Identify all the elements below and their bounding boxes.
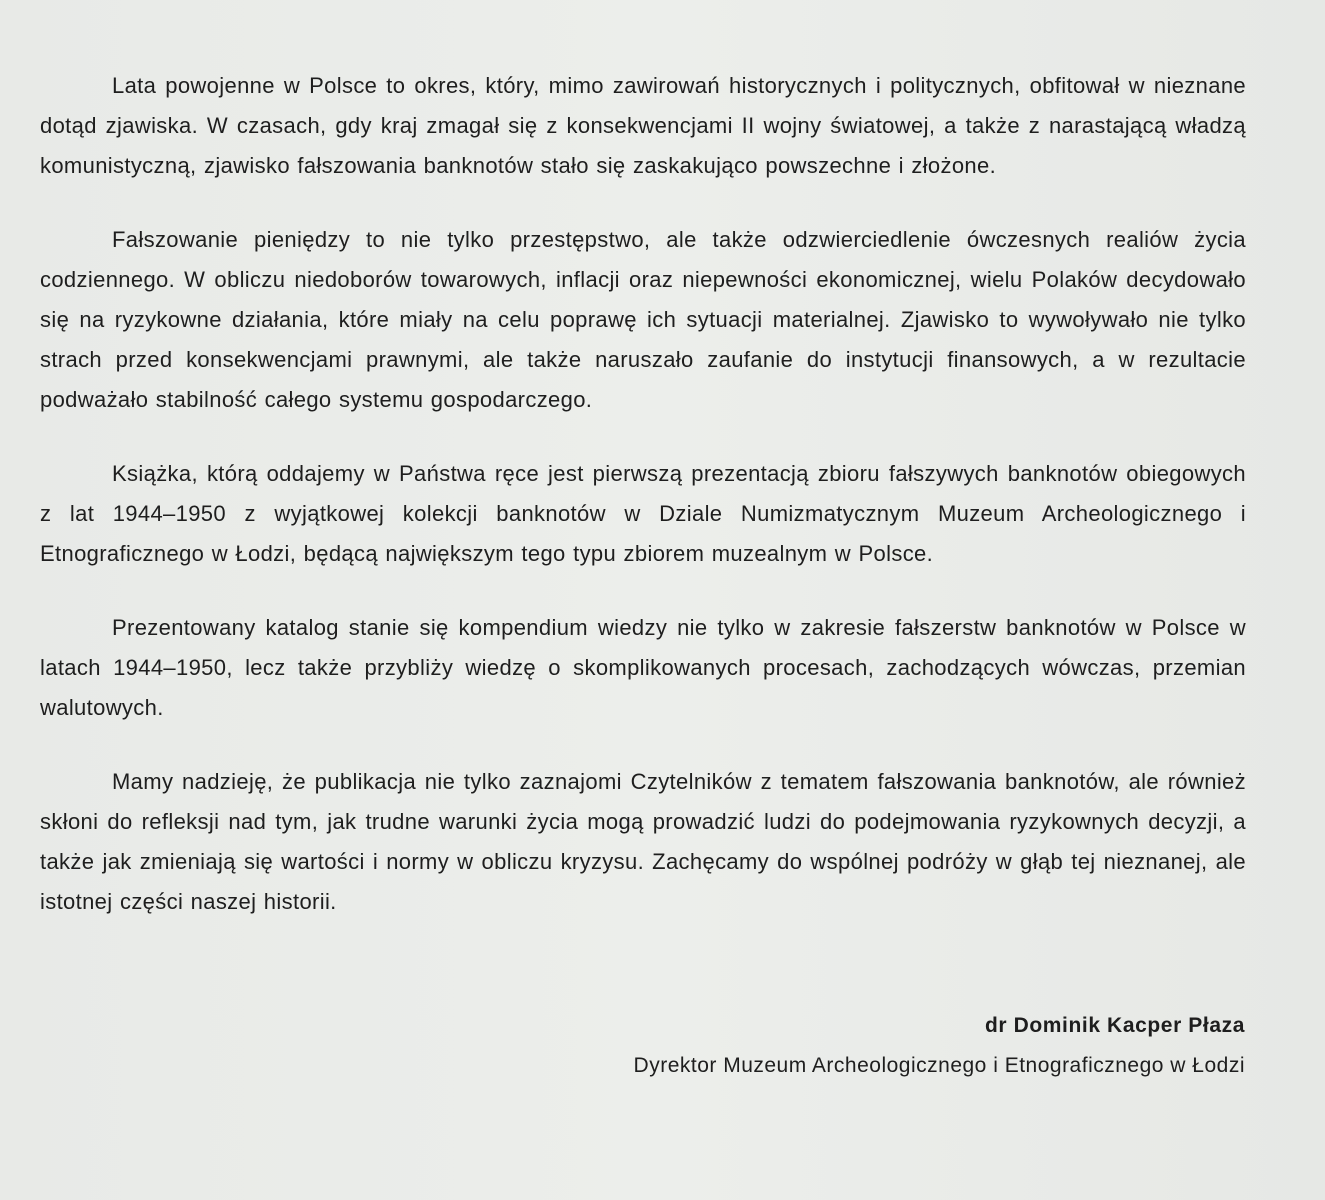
- paragraph-counterfeiting: Fałszowanie pieniędzy to nie tylko przestępstwo, ale także odzwierciedlenie ówczesnych realiów życia codziennego. W obliczu niedoborów towarowych, inflacji oraz niepewności ekonomicznej, wielu Polaków decydowało się na ryzykowne działania, które miały na celu poprawę ich sytuacji materialnej. Zjawisko to wywoływało nie tylko strach przed konsekwencjami prawnymi, ale także naruszało zaufanie do instytucji finansowych, a w rezultacie podważało stabilność całego systemu gospodarczego.: [40, 227, 1246, 412]
- body-text: [40, 66, 1246, 922]
- paragraph-catalog: Prezentowany katalog stanie się kompendium wiedzy nie tylko w zakresie fałszerstw banknotów w Polsce w latach 1944–1950, lecz także przybliży wiedzę o skomplikowanych procesach, zachodzących wówczas, przemian walutowych.: [40, 615, 1246, 720]
- signature-name: dr Dominik Kacper Płaza: [984, 1014, 1245, 1037]
- paragraph-closing: Mamy nadzieję, że publikacja nie tylko zaznajomi Czytelników z tematem fałszowania banknotów, ale również skłoni do refleksji nad tym, jak trudne warunki życia mogą prowadzić ludzi do podejmowania ryzykownych decyzji, a także jak zmieniają się wartości i normy w obliczu kryzysu. Zachęcamy do wspólnej podróży w głąb tej nieznanej, ale istotnej części naszej historii.: [40, 769, 1246, 914]
- signature-block: [634, 1006, 1245, 1086]
- paragraph-book: Książka, którą oddajemy w Państwa ręce jest pierwszą prezentacją zbioru fałszywych banknotów obiegowych z lat 1944–1950 z wyjątkowej kolekcji banknotów w Dziale Numizmatycznym Muzeum Archeologicznego i Etnograficznego w Łodzi, będącą największym tego typu zbiorem muzealnym w Polsce.: [40, 461, 1246, 566]
- paragraph-intro: Lata powojenne w Polsce to okres, który, mimo zawirowań historycznych i politycznych, obfitował w nieznane dotąd zjawiska. W czasach, gdy kraj zmagał się z konsekwencjami II wojny światowej, a także z narastającą władzą komunistyczną, zjawisko fałszowania banknotów stało się zaskakująco powszechne i złożone.: [40, 73, 1246, 178]
- signature-role: Dyrektor Muzeum Archeologicznego i Etnograficznego w Łodzi: [633, 1054, 1245, 1077]
